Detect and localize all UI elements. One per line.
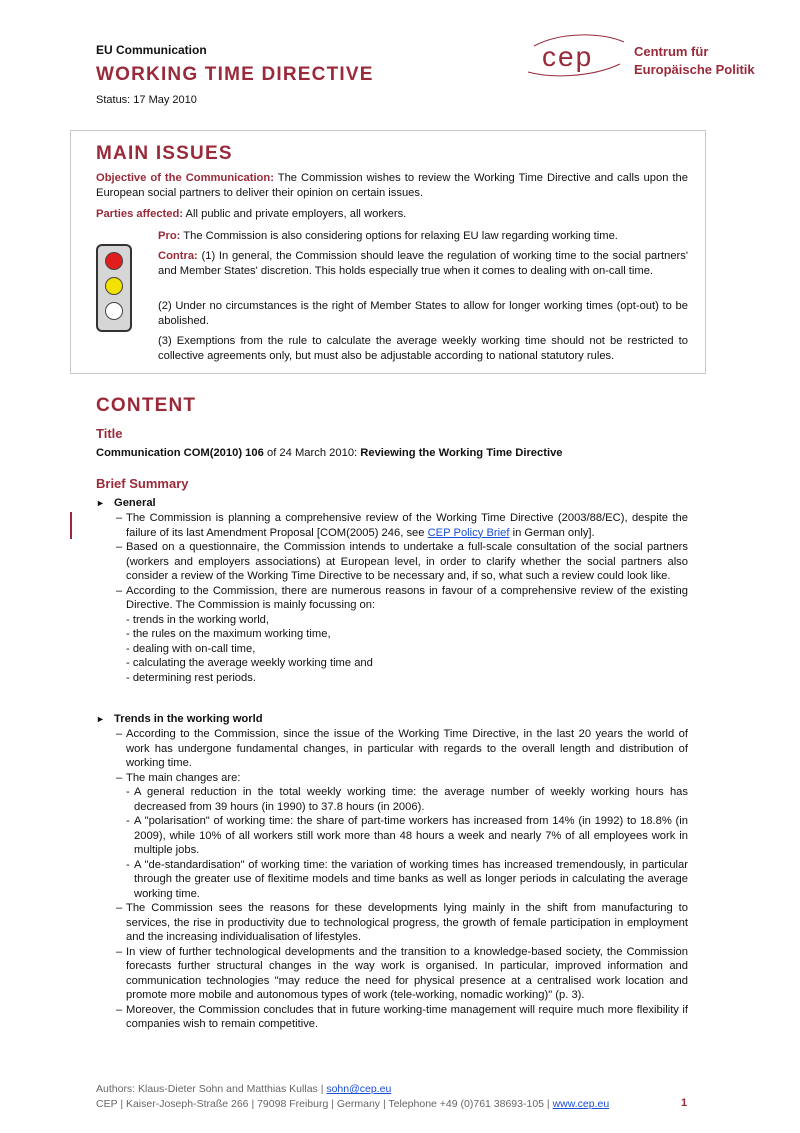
objective-text: The Commission wishes to review the Working Time Directive and calls upon the European social partners to deliver their opinion on certain issues. [96, 172, 688, 199]
section-heading-general-text: General [114, 497, 156, 509]
contra-text-1: (1) In general, the Commission should leave the regulation of working time to the social partners' and Member States' discretion. This holds especially true when it comes to dealing with on-call time. [158, 250, 688, 277]
pro-text: The Commission is also considering options for relaxing EU law regarding working time. [180, 230, 618, 242]
website-link[interactable]: www.cep.eu [552, 1097, 610, 1110]
change-item-text: A "polarisation" of working time: the share of part-time workers has increased from 14% (in 1992) to 18.8% (in 2009), while 10% of all workers still work more than 48 hours a week and nearly 7% of all employees work in multiple jobs. [134, 815, 688, 856]
communication-ref: Communication COM(2010) 106 [96, 447, 264, 459]
main-issues-box [70, 130, 706, 374]
footer-address-line [96, 1097, 609, 1112]
red-light-icon [105, 252, 123, 270]
list-item [96, 511, 688, 540]
pro-paragraph [158, 229, 688, 244]
pro-label: Pro: [158, 230, 181, 242]
section-heading-trends [96, 712, 688, 727]
list-item-text: According to the Commission, since the issue of the Working Time Directive, in the last 20 years the world of work has undergone fundamental changes, in particular with regards to the overall length and distribution of working time. [126, 728, 688, 769]
list-item [96, 1003, 688, 1032]
document-kicker: EU Communication [96, 43, 207, 57]
cep-policy-brief-link[interactable]: CEP Policy Brief [427, 526, 510, 539]
change-item-text: A general reduction in the total weekly working time: the average number of weekly working hours has decreased from 39 hours (in 1990) to 37.8 hours (in 2006). [134, 786, 688, 813]
parties-affected-paragraph [96, 207, 688, 222]
communication-name: Reviewing the Working Time Directive [360, 447, 563, 459]
list-item [96, 945, 688, 1003]
focus-item: - trends in the working world, [126, 613, 270, 626]
section-heading-general [96, 496, 688, 511]
arrow-bullet-icon: ► [96, 498, 105, 508]
list-item-text: in German only]. [509, 526, 595, 539]
cep-logo [520, 28, 630, 84]
list-item [96, 901, 688, 945]
list-item-text: The main changes are: [126, 771, 241, 784]
communication-date: of 24 March 2010: [263, 447, 361, 459]
document-title: WORKING TIME DIRECTIVE [96, 64, 374, 85]
list-item [96, 584, 688, 686]
organization-name [634, 43, 755, 79]
focus-item: - calculating the average weekly working time and [126, 657, 373, 669]
list-item-text: Moreover, the Commission concludes that in future working-time management will require much more flexibility if companies wish to remain competitive. [126, 1003, 688, 1030]
brief-summary-subheading: Brief Summary [96, 476, 189, 491]
green-light-off-icon [105, 302, 123, 320]
title-subheading: Title [96, 426, 123, 441]
dash-bullet-icon: – [116, 771, 123, 784]
dash-bullet-icon: – [116, 541, 123, 553]
dash-bullet-icon: – [116, 728, 123, 740]
trends-list [96, 727, 688, 1032]
list-item-text: The Commission sees the reasons for these developments lying mainly in the shift from manufacturing to services, the rise in productivity due to technological progress, the growth of female participation in employment and the increasing individualisation of lifestyles. [126, 902, 688, 943]
page-footer [96, 1082, 609, 1111]
dash-bullet-icon: – [116, 512, 123, 524]
parties-label: Parties affected: [96, 208, 184, 220]
dash-bullet-icon: – [116, 945, 123, 958]
focus-item: - dealing with on-call time, [126, 642, 256, 655]
contra-label: Contra: [158, 250, 198, 262]
communication-title-line [96, 447, 563, 459]
organization-name-line2: Europäische Politik [634, 62, 755, 77]
main-issues-heading: MAIN ISSUES [96, 143, 233, 164]
list-item-text: In view of further technological developments and the transition to a knowledge-based society, the Commission forecasts further structural changes in the way work is organised. In particular, improved information and communication technologies "may reduce the need for physical presence at a centralised work location and promote more mobile and autonomous types of work (tele-working, nomadic working)" (p. 3). [126, 945, 688, 1001]
dash-bullet-icon: – [116, 902, 123, 914]
general-list [96, 511, 688, 685]
list-item-text: The Commission is planning a comprehensive review of the Working Time Directive (2003/88/EC), despite the failure of its last Amendment Proposal [COM(2005) 246, see [126, 512, 688, 539]
parties-text: All public and private employers, all workers. [183, 208, 407, 220]
page-number: 1 [681, 1097, 688, 1109]
document-status: Status: 17 May 2010 [96, 94, 197, 106]
objective-label: Objective of the Communication: [96, 172, 274, 184]
change-item: - A general reduction in the total weekly working time: the average number of weekly working hours has decreased from 39 hours (in 1990) to 37.8 hours (in 2006). [126, 786, 688, 813]
logo-text: cep [542, 41, 594, 72]
focus-item: - the rules on the maximum working time, [126, 628, 331, 640]
section-heading-trends-text: Trends in the working world [114, 713, 263, 725]
section-trends [96, 712, 688, 1032]
contra-paragraph-1 [158, 249, 688, 278]
arrow-bullet-icon: ► [96, 714, 105, 724]
list-item [96, 727, 688, 771]
list-item-text: According to the Commission, there are numerous reasons in favour of a comprehensive review of the existing Directive. The Commission is mainly focussing on: [126, 584, 688, 611]
change-item-text: A "de-standardisation" of working time: the variation of working times has increased tremendously, in particular through the greater use of flexitime models and time banks as well as longer periods in calculating the average working time. [134, 858, 688, 900]
organization-name-line1: Centrum für [634, 44, 709, 59]
focus-item: - determining rest periods. [126, 671, 256, 684]
dash-bullet-icon: – [116, 584, 123, 597]
traffic-light-icon [96, 244, 132, 332]
footer-authors-line [96, 1082, 609, 1097]
objective-paragraph [96, 171, 688, 200]
list-item-text: Based on a questionnaire, the Commission intends to undertake a full-scale consultation of the social partners (workers and employers associations) at European level, in order to clarify whether the social partners also consider a review of the Working Time Directive to be necessary and, if so, what such a review could look like. [126, 541, 688, 582]
content-heading: CONTENT [96, 395, 197, 416]
yellow-light-icon [105, 277, 123, 295]
footer-authors: Authors: Klaus-Dieter Sohn and Matthias Kullas | [96, 1083, 327, 1095]
focus-list [126, 613, 688, 686]
list-item [96, 771, 688, 902]
footer-address: CEP | Kaiser-Joseph-Straße 266 | 79098 Freiburg | Germany | Telephone +49 (0)761 38693-105 | [96, 1097, 553, 1110]
revision-marker [70, 512, 72, 539]
changes-list [126, 785, 688, 901]
author-email-link[interactable]: sohn@cep.eu [326, 1083, 392, 1095]
change-item: - A "de-standardisation" of working time: the variation of working times has increased tremendously, in particular through the greater use of flexitime models and time banks as well as longer periods in calculating the average working time. [126, 858, 688, 900]
list-item [96, 540, 688, 584]
change-item: - A "polarisation" of working time: the share of part-time workers has increased from 14% (in 1992) to 18.8% (in 2009), while 10% of all workers still work more than 48 hours a week and nearly 7% of all employees work in multiple jobs. [126, 815, 688, 856]
section-general [96, 496, 688, 685]
dash-bullet-icon: – [116, 1003, 123, 1016]
contra-paragraph-3: (3) Exemptions from the rule to calculate the average weekly working time should not be restricted to collective agreements only, but must also be adjustable according to national statutory rules. [158, 335, 688, 362]
contra-paragraph-2: (2) Under no circumstances is the right of Member States to allow for longer working times (opt-out) to be abolished. [158, 300, 688, 327]
